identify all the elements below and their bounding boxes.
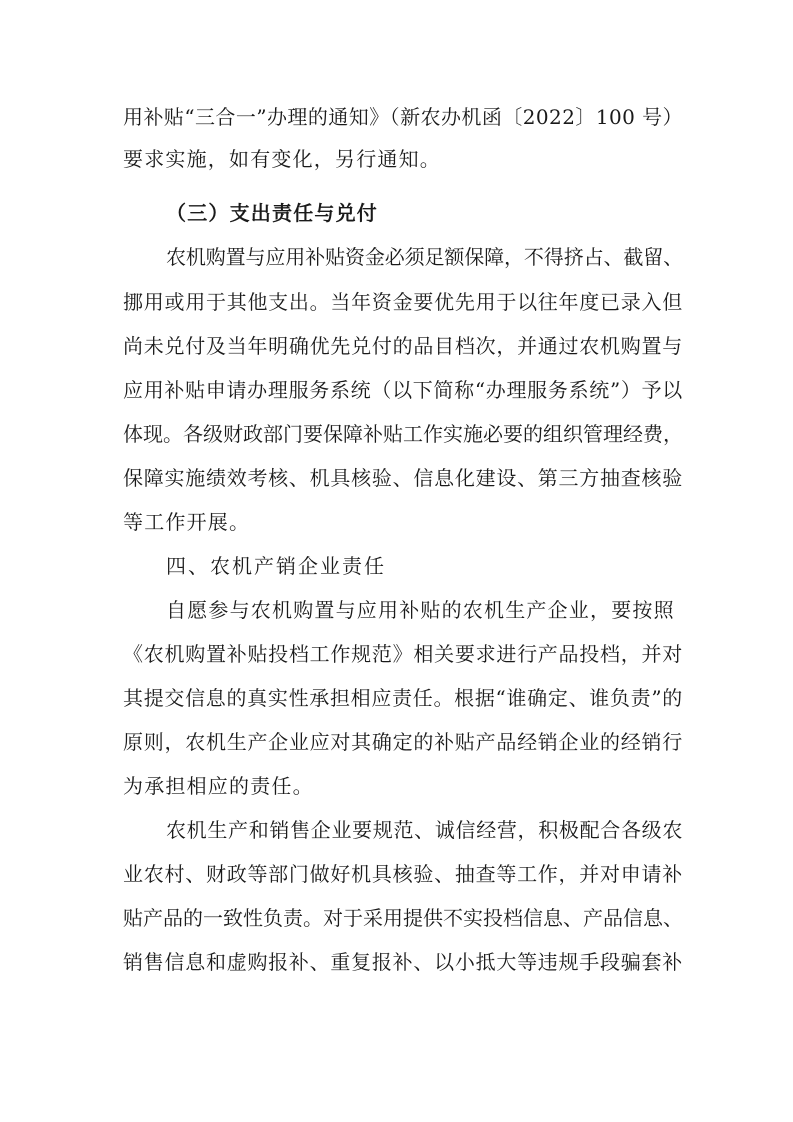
text-line: 原则，农机生产企业应对其确定的补贴产品经销企业的经销行: [123, 730, 683, 754]
text-line: 农机生产和销售企业要规范、诚信经营，积极配合各级农: [166, 818, 683, 842]
text-line: 贴产品的一致性负责。对于采用提供不实投档信息、产品信息、: [123, 906, 683, 930]
text-line: 等工作开展。: [123, 510, 251, 534]
text-line: 业农村、财政等部门做好机具核验、抽查等工作，并对申请补: [123, 862, 683, 886]
section-heading-3: （三）支出责任与兑付: [166, 201, 378, 225]
text-line: 自愿参与农机购置与应用补贴的农机生产企业，要按照: [166, 598, 675, 622]
text-line: 销售信息和虚购报补、重复报补、以小抵大等违规手段骗套补: [123, 950, 683, 974]
text-line: 《农机购置补贴投档工作规范》相关要求进行产品投档，并对: [123, 642, 683, 666]
text-line: 要求实施，如有变化，另行通知。: [123, 147, 441, 171]
text-line: 其提交信息的真实性承担相应责任。根据“谁确定、谁负责”的: [123, 686, 683, 710]
text-line: 保障实施绩效考核、机具核验、信息化建设、第三方抽查核验: [123, 466, 683, 490]
text-line: 挪用或用于其他支出。当年资金要优先用于以往年度已录入但: [123, 290, 683, 314]
text-line: 为承担相应的责任。: [123, 774, 314, 798]
text-line: 尚未兑付及当年明确优先兑付的品目档次，并通过农机购置与: [123, 334, 683, 358]
section-heading-4: 四、农机产销企业责任: [166, 554, 386, 578]
text-line: 体现。各级财政部门要保障补贴工作实施必要的组织管理经费，: [123, 422, 683, 446]
text-line: 用补贴“三合一”办理的通知》（新农办机函〔2022〕100 号）: [123, 105, 683, 129]
text-line: 应用补贴申请办理服务系统（以下简称“办理服务系统”）予以: [123, 378, 683, 402]
text-line: 农机购置与应用补贴资金必须足额保障，不得挤占、截留、: [166, 245, 683, 269]
